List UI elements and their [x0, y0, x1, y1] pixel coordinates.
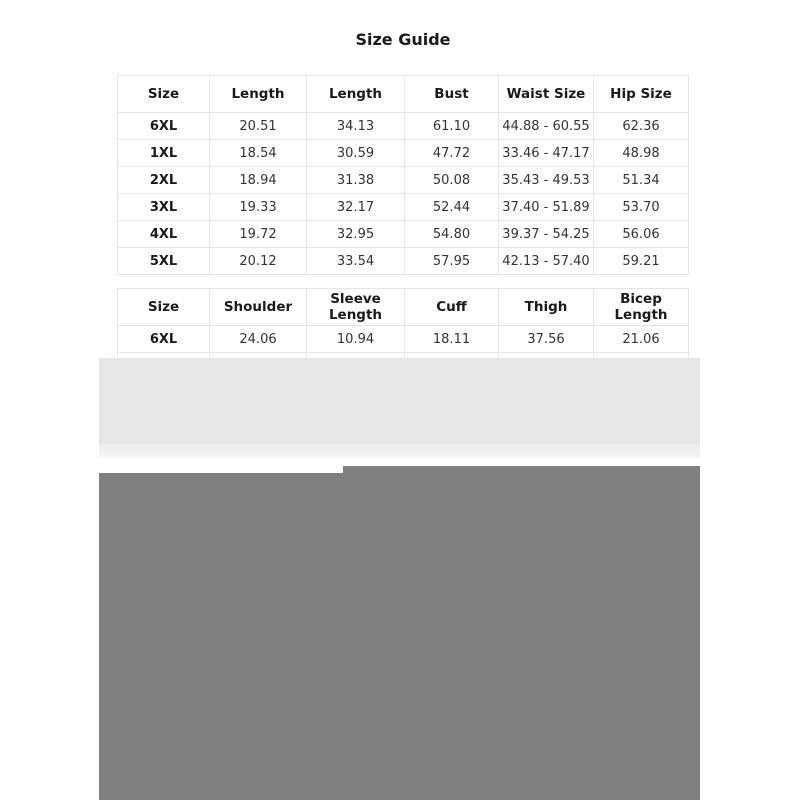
table-cell: 62.36: [594, 113, 689, 140]
table-cell: 31.38: [307, 167, 405, 194]
table-cell: 30.59: [307, 140, 405, 167]
table-header-row: [118, 289, 689, 326]
header-waist-size: Waist Size: [499, 76, 594, 113]
table-cell: 20.51: [210, 113, 307, 140]
header-cuff: Cuff: [405, 289, 499, 326]
size-table-main: [117, 75, 689, 275]
header-size: Size: [118, 76, 210, 113]
table-cell: 19.33: [210, 194, 307, 221]
occlusion-light-panel: [99, 358, 700, 444]
table-cell: 42.13 - 57.40: [499, 248, 594, 275]
size-cell: 5XL: [118, 248, 210, 275]
table-cell: 56.06: [594, 221, 689, 248]
table-row: [118, 140, 689, 167]
table-header-row: [118, 76, 689, 113]
header-shoulder: Shoulder: [210, 289, 307, 326]
table-cell: 24.06: [210, 326, 307, 353]
table-row: [118, 221, 689, 248]
table-row: [118, 167, 689, 194]
table-cell: 53.70: [594, 194, 689, 221]
table-cell: 32.17: [307, 194, 405, 221]
occlusion-light-strip: [99, 444, 700, 458]
table-cell: 51.34: [594, 167, 689, 194]
table-cell: 32.95: [307, 221, 405, 248]
table-row: [118, 194, 689, 221]
table-row: [118, 326, 689, 353]
size-cell: 4XL: [118, 221, 210, 248]
table-cell: 48.98: [594, 140, 689, 167]
table-cell: 20.12: [210, 248, 307, 275]
size-cell: 3XL: [118, 194, 210, 221]
table-cell: 50.08: [405, 167, 499, 194]
size-cell: 1XL: [118, 140, 210, 167]
table-cell: 35.43 - 49.53: [499, 167, 594, 194]
header-sleeve-length: Sleeve Length: [307, 289, 405, 326]
table-cell: 61.10: [405, 113, 499, 140]
header-length: Length: [307, 76, 405, 113]
header-bicep-length: Bicep Length: [594, 289, 689, 326]
size-cell: 6XL: [118, 326, 210, 353]
table-row: [118, 248, 689, 275]
table-cell: 33.54: [307, 248, 405, 275]
table-cell: 18.11: [405, 326, 499, 353]
table-cell: 57.95: [405, 248, 499, 275]
header-hip-size: Hip Size: [594, 76, 689, 113]
page-title: Size Guide: [355, 30, 451, 49]
table-cell: 44.88 - 60.55: [499, 113, 594, 140]
table-cell: 34.13: [307, 113, 405, 140]
header-size: Size: [118, 289, 210, 326]
table-cell: 19.72: [210, 221, 307, 248]
table-cell: 59.21: [594, 248, 689, 275]
table-cell: 52.44: [405, 194, 499, 221]
table-cell: 33.46 - 47.17: [499, 140, 594, 167]
table-cell: 10.94: [307, 326, 405, 353]
table-cell: 54.80: [405, 221, 499, 248]
header-thigh: Thigh: [499, 289, 594, 326]
table-cell: 18.94: [210, 167, 307, 194]
size-cell: 6XL: [118, 113, 210, 140]
occlusion-dark-panel: [99, 473, 700, 800]
table-cell: 37.56: [499, 326, 594, 353]
table-row: [118, 113, 689, 140]
size-cell: 2XL: [118, 167, 210, 194]
table-cell: 18.54: [210, 140, 307, 167]
table-cell: 39.37 - 54.25: [499, 221, 594, 248]
header-bust: Bust: [405, 76, 499, 113]
table-cell: 47.72: [405, 140, 499, 167]
header-length: Length: [210, 76, 307, 113]
table-cell: 21.06: [594, 326, 689, 353]
table-cell: 37.40 - 51.89: [499, 194, 594, 221]
